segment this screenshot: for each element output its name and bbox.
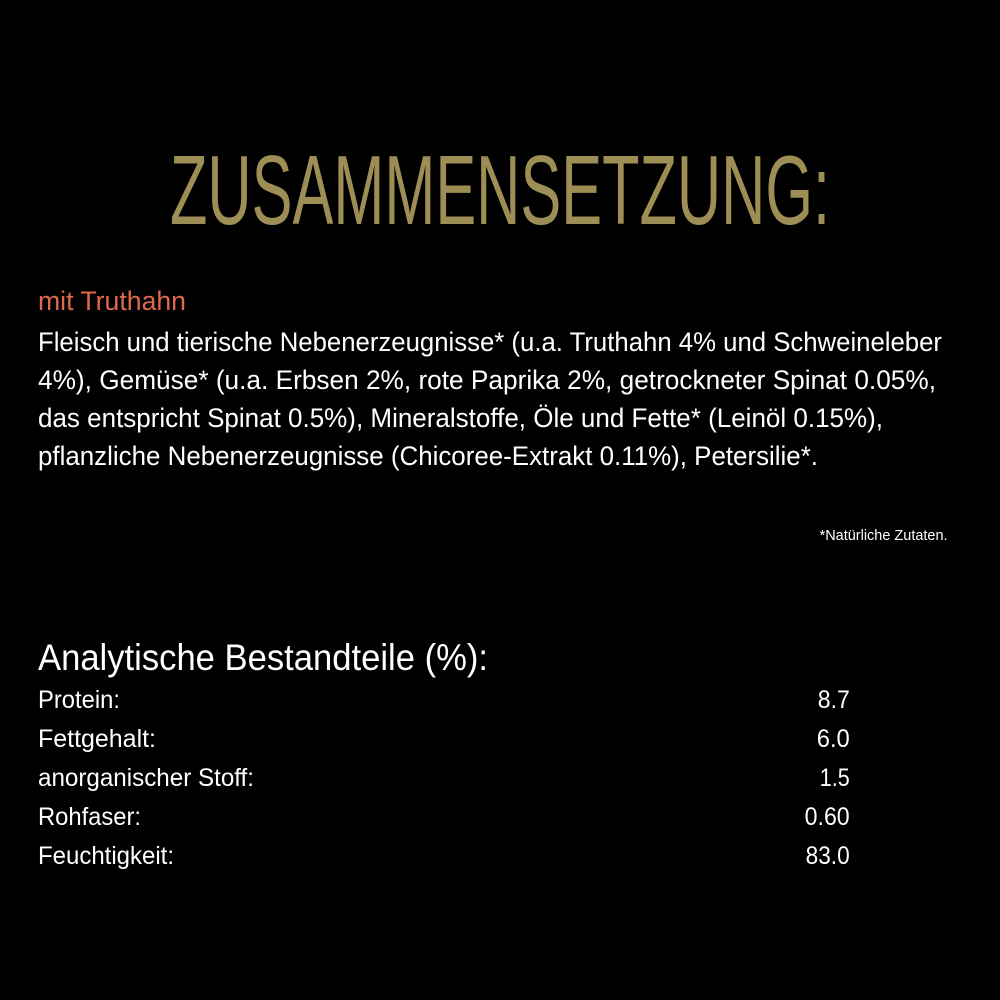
variant-label: mit Truthahn xyxy=(38,286,186,316)
composition-line: pflanzliche Nebenerzeugnisse (Chicoree-Extrakt 0.11%), Petersilie*. xyxy=(38,441,818,471)
analysis-label: Protein: xyxy=(38,686,120,714)
composition-line: 4%), Gemüse* (u.a. Erbsen 2%, rote Paprika 2%, getrockneter Spinat 0.05%, xyxy=(38,365,936,395)
page-title: ZUSAMMENSETZUNG: xyxy=(170,135,830,245)
analysis-value: 83.0 xyxy=(806,842,850,870)
analysis-label: Feuchtigkeit: xyxy=(38,842,174,870)
footnote: *Natürliche Zutaten. xyxy=(820,527,948,544)
analysis-label: Rohfaser: xyxy=(38,803,141,831)
analysis-label: anorganischer Stoff: xyxy=(38,764,254,792)
analysis-value: 8.7 xyxy=(818,686,850,714)
analysis-label: Fettgehalt: xyxy=(38,725,156,753)
composition-line: das entspricht Spinat 0.5%), Mineralstoffe, Öle und Fette* (Leinöl 0.15%), xyxy=(38,403,883,433)
composition-line: Fleisch und tierische Nebenerzeugnisse* (u.a. Truthahn 4% und Schweineleber xyxy=(38,327,942,357)
analysis-heading: Analytische Bestandteile (%): xyxy=(38,637,488,678)
analysis-value: 1.5 xyxy=(820,764,850,792)
analysis-value: 0.60 xyxy=(805,803,850,831)
analysis-value: 6.0 xyxy=(817,725,850,753)
